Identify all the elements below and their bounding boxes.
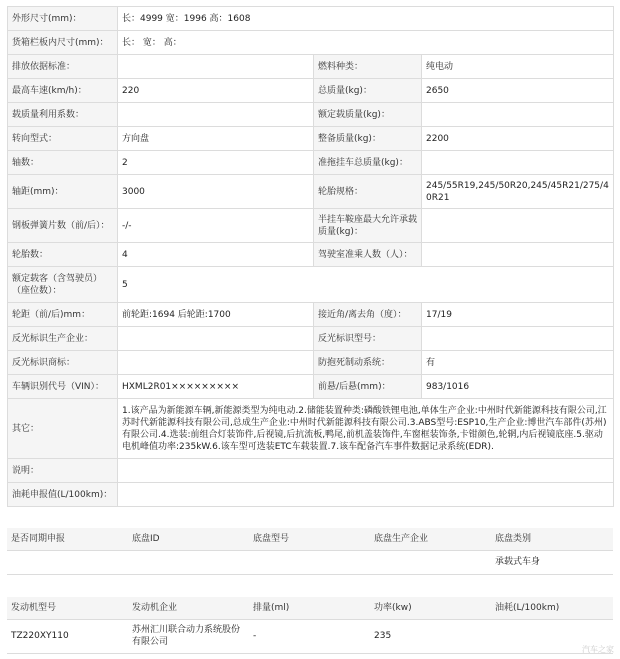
other-value: 1.该产品为新能源车辆,新能源类型为纯电动.2.储能装置种类:磷酸铁锂电池,单体生产企业:中州时代新能源科技有限公司,江苏时代新能源科技有限公司,总成生产企业:中州时代新能源科技有限公司.3.ABS型号:ESP10,生产企业:博世汽车部件(苏州)有限公司.4.选装:前组合灯装饰件,后视镜,后抗流板,鸭尾,前机盖装饰件,车窗框装饰条,卡钳颜色,轮辋,内后视镜底座.5.驱动电机峰值功率:235kW.6.该车型可选装ETC车载装置.7.该车配备汽车事件数据记录系统(EDR). [118,399,614,459]
tire-count-label: 轮胎数： [8,243,118,267]
wheelbase-value: 3000 [118,175,314,209]
abs-label: 防抱死制动系统： [314,351,422,375]
chassis-cell-id [128,550,249,574]
chassis-cell-maker [370,550,491,574]
rated-passengers-value: 5 [118,267,614,303]
cab-seats-value [422,243,614,267]
max-speed-label: 最高车速(km/h)： [8,79,118,103]
dimensions-value: 长：4999 宽：1996 高：1608 [118,7,614,31]
curb-mass-label: 整备质量(kg)： [314,127,422,151]
chassis-header-type: 底盘类别 [491,528,613,550]
trailer-mass-value [422,151,614,175]
chassis-cell-model [249,550,370,574]
wheelbase-label: 轴距(mm)： [8,175,118,209]
engine-cell-maker: 苏州汇川联合动力系统股份有限公司 [128,619,249,653]
other-label: 其它： [8,399,118,459]
rated-load-label: 额定载质量(kg)： [314,103,422,127]
emission-std-value [118,55,314,79]
engine-table [7,597,613,654]
engine-header-maker: 发动机企业 [128,597,249,619]
approach-departure-value: 17/19 [422,303,614,327]
axles-value: 2 [118,151,314,175]
chassis-header-id: 底盘ID [128,528,249,550]
fuel-rating-value [118,483,614,507]
tire-spec-label: 轮胎规格： [314,175,422,209]
engine-header-fuel: 油耗(L/100km) [491,597,613,619]
dimensions-label: 外形尺寸(mm)： [8,7,118,31]
notes-value [118,459,614,483]
curb-mass-value: 2200 [422,127,614,151]
engine-header-power: 功率(kw) [370,597,491,619]
engine-cell-displacement: - [249,619,370,653]
track-label: 轮距（前/后)mm： [8,303,118,327]
chassis-table [7,528,613,575]
fuel-type-value: 纯电动 [422,55,614,79]
overhang-value: 983/1016 [422,375,614,399]
vin-value: HXML2R01××××××××× [118,375,314,399]
fuel-rating-label: 油耗申报值(L/100km)： [8,483,118,507]
reflector-maker-label: 反光标识生产企业： [8,327,118,351]
overhang-label: 前悬/后悬(mm)： [314,375,422,399]
engine-header-displacement: 排量(ml) [249,597,370,619]
saddle-load-label: 半挂车鞍座最大允许承载质量(kg)： [314,209,422,243]
reflector-brand-value [118,351,314,375]
engine-cell-model: TZ220XY110 [7,619,128,653]
leaf-springs-label: 钢板弹簧片数（前/后）： [8,209,118,243]
cab-seats-label: 驾驶室准乘人数（人）： [314,243,422,267]
chassis-cell-sync [7,550,128,574]
saddle-load-value [422,209,614,243]
reflector-model-label: 反光标识型号： [314,327,422,351]
leaf-springs-value: -/- [118,209,314,243]
track-value: 前轮距:1694 后轮距:1700 [118,303,314,327]
emission-std-label: 排放依据标准： [8,55,118,79]
chassis-header-sync: 是否同期申报 [7,528,128,550]
notes-label: 说明： [8,459,118,483]
watermark: 汽车之家 [582,645,614,654]
vin-label: 车辆识别代号（VIN）： [8,375,118,399]
approach-departure-label: 接近角/离去角（度）： [314,303,422,327]
max-speed-value: 220 [118,79,314,103]
reflector-maker-value [118,327,314,351]
reflector-model-value [422,327,614,351]
steering-value: 方向盘 [118,127,314,151]
chassis-header-model: 底盘型号 [249,528,370,550]
axles-label: 轴数： [8,151,118,175]
tire-count-value: 4 [118,243,314,267]
vehicle-spec-table [7,6,614,507]
abs-value: 有 [422,351,614,375]
fuel-type-label: 燃料种类： [314,55,422,79]
load-util-value [118,103,314,127]
total-mass-value: 2650 [422,79,614,103]
chassis-header-maker: 底盘生产企业 [370,528,491,550]
cargo-box-label: 货箱栏板内尺寸(mm)： [8,31,118,55]
total-mass-label: 总质量(kg)： [314,79,422,103]
trailer-mass-label: 准拖挂车总质量(kg)： [314,151,422,175]
tire-spec-value: 245/55R19,245/50R20,245/45R21/275/40R21 [422,175,614,209]
engine-header-model: 发动机型号 [7,597,128,619]
rated-passengers-label: 额定载客（含驾驶员）（座位数）： [8,267,118,303]
steering-label: 转向型式： [8,127,118,151]
chassis-cell-type: 承载式车身 [491,550,613,574]
engine-cell-power: 235 [370,619,491,653]
rated-load-value [422,103,614,127]
load-util-label: 载质量利用系数： [8,103,118,127]
reflector-brand-label: 反光标识商标： [8,351,118,375]
cargo-box-value: 长： 宽： 高： [118,31,614,55]
